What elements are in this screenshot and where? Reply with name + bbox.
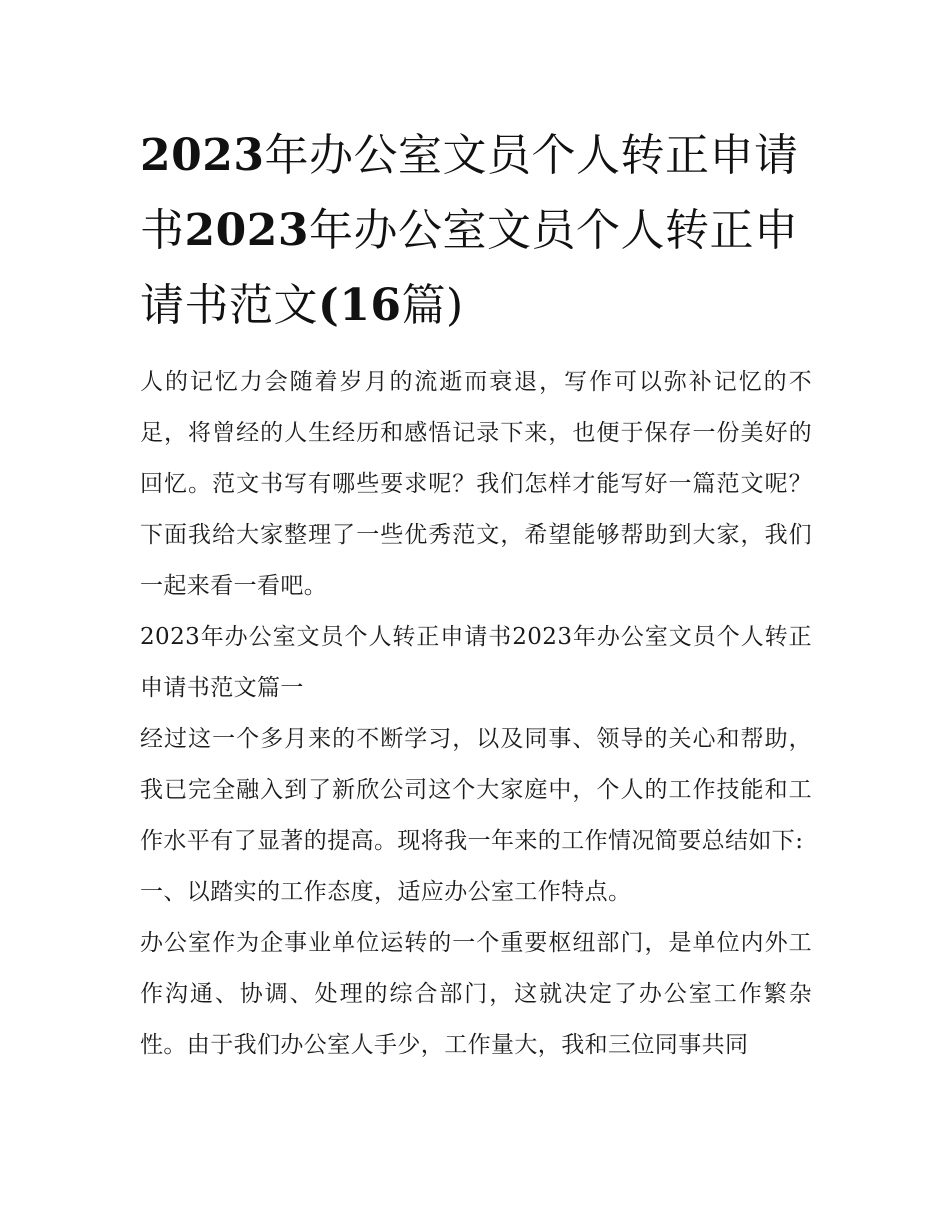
- paragraph-point-1: 一、以踏实的工作态度，适应办公室工作特点。: [140, 879, 632, 905]
- paragraph-body-1: 经过这一个多月来的不断学习，以及同事、领导的关心和帮助，我已完全融入到了新欣公司这个大家庭中，个人的工作技能和工作水平有了显著的提高。现将我一年来的工作情况简要总结如下:: [140, 726, 812, 854]
- paragraph-body-2: 办公室作为企事业单位运转的一个重要枢纽部门，是单位内外工作沟通、协调、处理的综合部门，这就决定了办公室工作繁杂性。由于我们办公室人手少，工作量大，我和三位同事共同: [140, 930, 812, 1058]
- document-title: 2023年办公室文员个人转正申请书2023年办公室文员个人转正申请书范文(16篇): [140, 130, 799, 331]
- paragraph-intro: 人的记忆力会随着岁月的流逝而衰退，写作可以弥补记忆的不足，将曾经的人生经历和感悟记录下来，也便于保存一份美好的回忆。范文书写有哪些要求呢？我们怎样才能写好一篇范文呢？下面我给大家整理了一些优秀范文，希望能够帮助到大家，我们一起来看一看吧。: [140, 369, 812, 599]
- document-body: [140, 357, 812, 1071]
- paragraph-section-heading: 2023年办公室文员个人转正申请书2023年办公室文员个人转正申请书范文篇一: [140, 624, 812, 701]
- document-page: [140, 118, 812, 1071]
